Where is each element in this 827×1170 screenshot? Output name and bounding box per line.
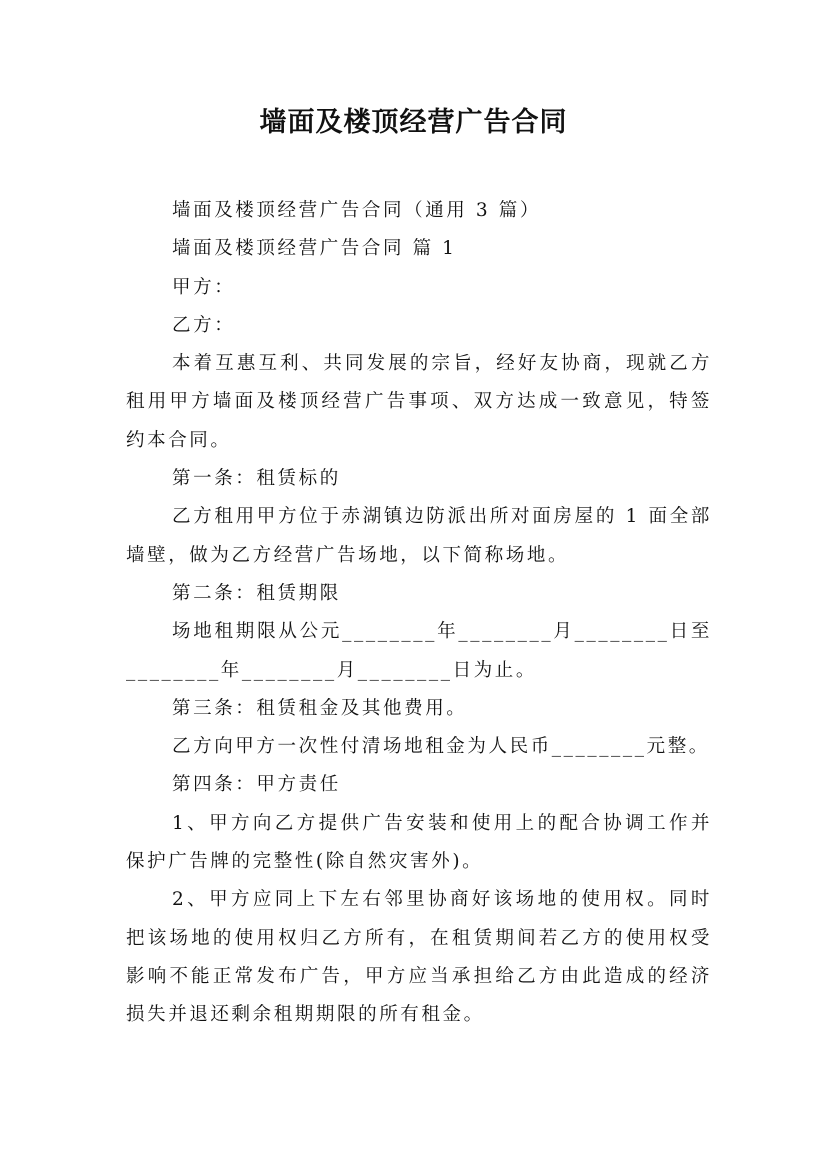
- document-body: [126, 192, 712, 1035]
- article-4-item-1: 1、甲方向乙方提供广告安装和使用上的配合协调工作并保护广告牌的完整性(除自然灾害外)。: [126, 812, 712, 873]
- party-a-paragraph: 甲方：: [172, 276, 236, 298]
- party-b-paragraph: 乙方：: [172, 314, 236, 336]
- article-2-heading: 第二条：租赁期限: [172, 582, 341, 604]
- article-3-body: 乙方向甲方一次性付清场地租金为人民币________元整。: [172, 736, 710, 758]
- subtitle-paragraph: 墙面及楼顶经营广告合同（通用 3 篇）: [172, 200, 541, 221]
- article-4-heading: 第四条：甲方责任: [172, 774, 341, 796]
- document-title: 墙面及楼顶经营广告合同: [259, 107, 568, 138]
- article-4-item-2: 2、甲方应同上下左右邻里协商好该场地的使用权。同时把该场地的使用权归乙方所有，在租赁期间若乙方的使用权受影响不能正常发布广告，甲方应当承担给乙方由此造成的经济损失并退还剩余租期期限的所有租金。: [126, 889, 712, 1026]
- preamble-paragraph: 本着互惠互利、共同发展的宗旨，经好友协商，现就乙方租用甲方墙面及楼顶经营广告事项、双方达成一致意见，特签约本合同。: [126, 353, 712, 451]
- article-1-heading: 第一条：租赁标的: [172, 468, 341, 490]
- article-2-body: 场地租期限从公元________年________月________日至________年________月________日为止。: [126, 621, 712, 681]
- article-3-heading: 第三条：租赁租金及其他费用。: [172, 697, 468, 719]
- article-1-body: 乙方租用甲方位于赤湖镇边防派出所对面房屋的 1 面全部墙壁，做为乙方经营广告场地，以下简称场地。: [126, 506, 712, 566]
- section-heading-paragraph: 墙面及楼顶经营广告合同 篇 1: [172, 238, 457, 260]
